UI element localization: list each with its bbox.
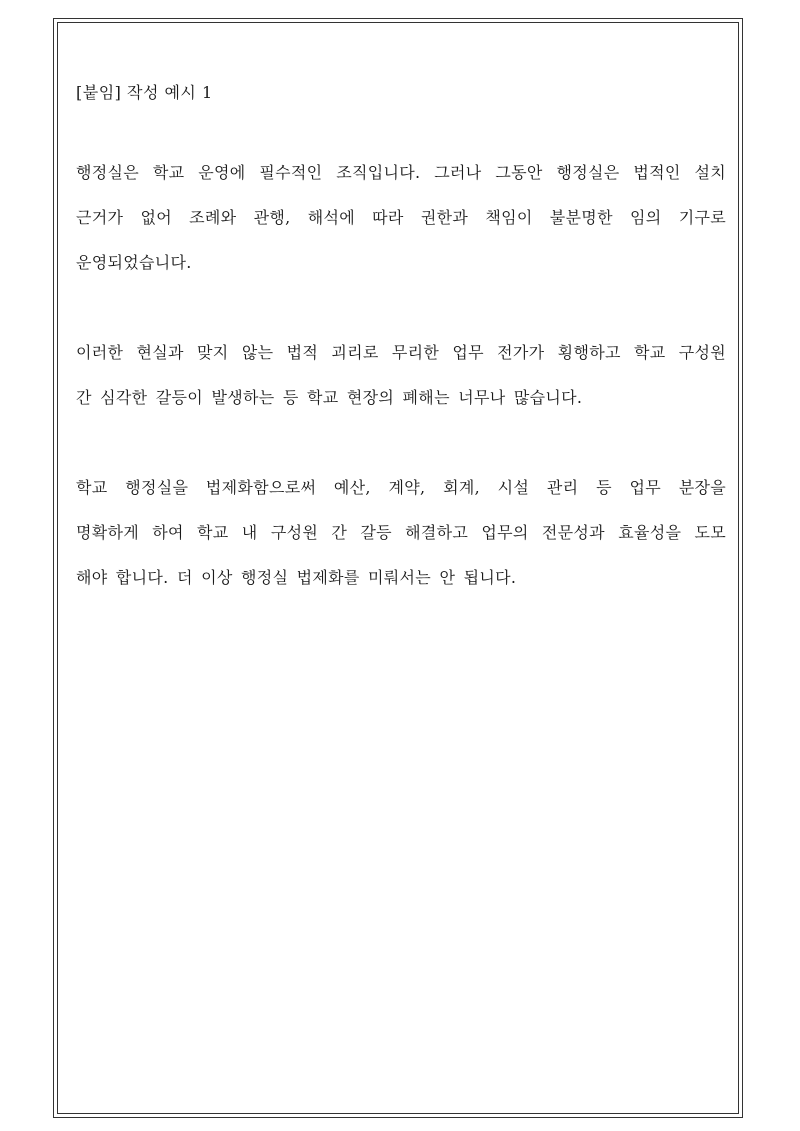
paragraph-3 [76,465,726,600]
paragraph-line: 학교 행정실을 법제화함으로써 예산, 계약, 회계, 시설 관리 등 업무 분장을 [76,478,726,497]
paragraph-line: 간 심각한 갈등이 발생하는 등 학교 현장의 폐해는 너무나 많습니다. [76,388,583,407]
document-body [76,80,726,645]
paragraph-line: 명확하게 하여 학교 내 구성원 간 갈등 해결하고 업무의 전문성과 효율성을 도모 [76,523,726,542]
paragraph-2 [76,330,726,420]
paragraph-line: 이러한 현실과 맞지 않는 법적 괴리로 무리한 업무 전가가 횡행하고 학교 구성원 [76,343,727,362]
paragraph-1 [76,150,726,285]
paragraph-line: 행정실은 학교 운영에 필수적인 조직입니다. 그러나 그동안 행정실은 법적인 설치 [76,163,726,182]
paragraph-line: 해야 합니다. 더 이상 행정실 법제화를 미뤄서는 안 됩니다. [76,568,517,587]
paragraph-line: 근거가 없어 조례와 관행, 해석에 따라 권한과 책임이 불분명한 임의 기구로 [76,208,726,227]
paragraph-line: 운영되었습니다. [76,253,192,272]
attachment-heading: [붙임] 작성 예시 1 [76,83,213,102]
